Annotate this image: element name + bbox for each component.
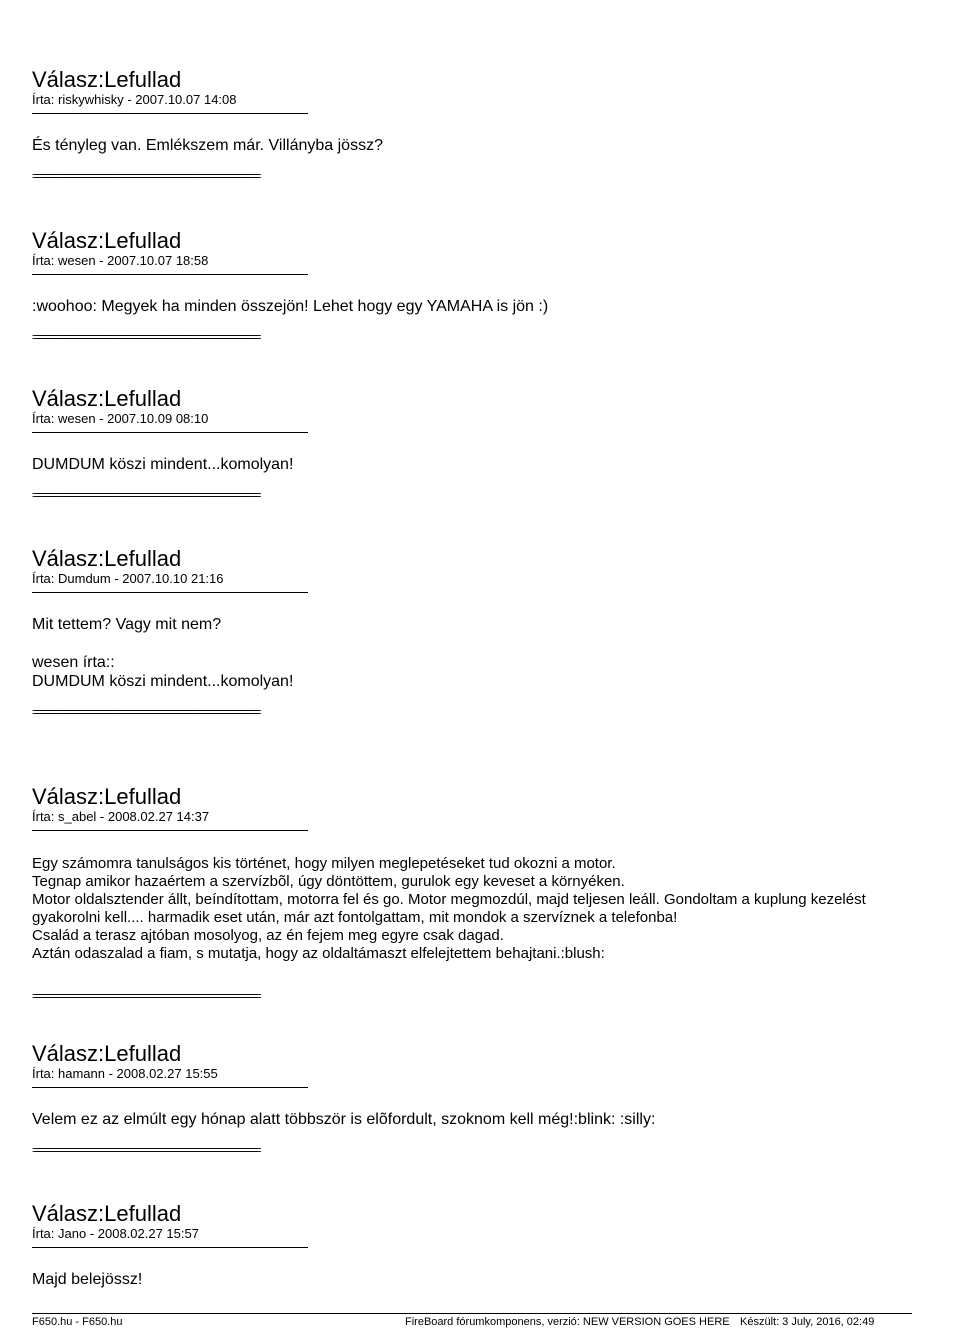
- post-meta: Írta: Dumdum - 2007.10.10 21:16: [32, 571, 224, 586]
- post-body: [32, 1270, 912, 1289]
- post-header-divider: [32, 1247, 308, 1248]
- forum-post: [32, 1042, 912, 1157]
- post-paragraph: [32, 455, 912, 474]
- forum-post: [32, 785, 912, 1003]
- post-paragraph: [32, 297, 912, 316]
- post-body: [32, 615, 912, 691]
- post-body: [32, 455, 912, 474]
- post-paragraph: [32, 1110, 912, 1129]
- post-header-divider: [32, 830, 308, 831]
- post-title: Válasz:Lefullad: [32, 228, 182, 253]
- post-meta: Írta: hamann - 2008.02.27 15:55: [32, 1066, 218, 1081]
- post-title: Válasz:Lefullad: [32, 67, 182, 92]
- post-meta: Írta: s_abel - 2008.02.27 14:37: [32, 809, 210, 824]
- post-paragraph: [32, 136, 912, 155]
- post-text-line: Majd belejössz!: [32, 1271, 143, 1288]
- post-paragraph: [32, 615, 912, 634]
- post-text-line: Mit tettem? Vagy mit nem?: [32, 616, 222, 633]
- post-header-divider: [32, 113, 308, 114]
- post-separator: =========================================================================: [32, 169, 258, 183]
- post-text-line: Motor oldalsztender állt, beíndítottam, motorra fel és go. Motor megmozdúl, majd teljesen leáll. Gondoltam a kuplung kezelést gyakorolni kell.... harmadik eset után, már azt fontolgattam, mit mondok a szervíznek a telefonba!: [32, 891, 866, 926]
- post-body: [32, 297, 912, 316]
- post-text-line: Tegnap amikor hazaértem a szervízbõl, úgy döntöttem, gurulok egy keveset a környéken.: [32, 873, 625, 890]
- post-header-divider: [32, 592, 308, 593]
- forum-post: [32, 387, 912, 502]
- post-text-line: Velem ez az elmúlt egy hónap alatt többször is elõfordult, szoknom kell még!:blink: :silly:: [32, 1111, 656, 1128]
- post-title: Válasz:Lefullad: [32, 546, 182, 571]
- post-text-line: Egy számomra tanulságos kis történet, hogy milyen meglepetéseket tud okozni a motor.: [32, 855, 616, 872]
- post-text-line: DUMDUM köszi mindent...komolyan!: [32, 673, 294, 690]
- footer-generated: Készült: 3 July, 2016, 02:49: [740, 1316, 875, 1328]
- post-separator: =========================================================================: [32, 1143, 258, 1157]
- post-separator: =========================================================================: [32, 989, 258, 1003]
- post-text-line: Család a terasz ajtóban mosolyog, az én fejem meg egyre csak dagad.: [32, 927, 504, 944]
- post-paragraph: [32, 855, 912, 963]
- post-body: [32, 1110, 912, 1129]
- post-title: Válasz:Lefullad: [32, 1201, 182, 1226]
- post-body: [32, 136, 912, 155]
- forum-post: [32, 547, 912, 719]
- post-separator: =========================================================================: [32, 488, 258, 502]
- post-separator: =========================================================================: [32, 330, 258, 344]
- post-text-line: wesen írta::: [32, 654, 115, 671]
- post-text-line: DUMDUM köszi mindent...komolyan!: [32, 456, 294, 473]
- post-meta: Írta: riskywhisky - 2007.10.07 14:08: [32, 92, 237, 107]
- post-paragraph: [32, 1270, 912, 1289]
- forum-post: [32, 229, 912, 344]
- post-meta: Írta: wesen - 2007.10.09 08:10: [32, 411, 209, 426]
- post-paragraph: [32, 653, 912, 691]
- post-separator: =========================================================================: [32, 705, 258, 719]
- post-text-line: És tényleg van. Emlékszem már. Villányba jössz?: [32, 137, 383, 154]
- footer-site: F650.hu - F650.hu: [32, 1316, 123, 1328]
- post-text-line: :woohoo: Megyek ha minden összejön! Lehet hogy egy YAMAHA is jön :): [32, 298, 549, 315]
- post-text-line: Aztán odaszalad a fiam, s mutatja, hogy az oldaltámaszt elfelejtettem behajtani.:blush:: [32, 945, 605, 962]
- post-header-divider: [32, 432, 308, 433]
- post-header-divider: [32, 274, 308, 275]
- post-header-divider: [32, 1087, 308, 1088]
- forum-post: [32, 1202, 912, 1289]
- footer-divider: [32, 1313, 912, 1314]
- post-title: Válasz:Lefullad: [32, 386, 182, 411]
- post-title: Válasz:Lefullad: [32, 1041, 182, 1066]
- post-meta: Írta: Jano - 2008.02.27 15:57: [32, 1226, 199, 1241]
- post-body: [32, 855, 912, 963]
- post-title: Válasz:Lefullad: [32, 784, 182, 809]
- post-meta: Írta: wesen - 2007.10.07 18:58: [32, 253, 209, 268]
- forum-post: [32, 68, 912, 183]
- footer-component: FireBoard fórumkomponens, verzió: NEW VERSION GOES HERE: [405, 1316, 730, 1328]
